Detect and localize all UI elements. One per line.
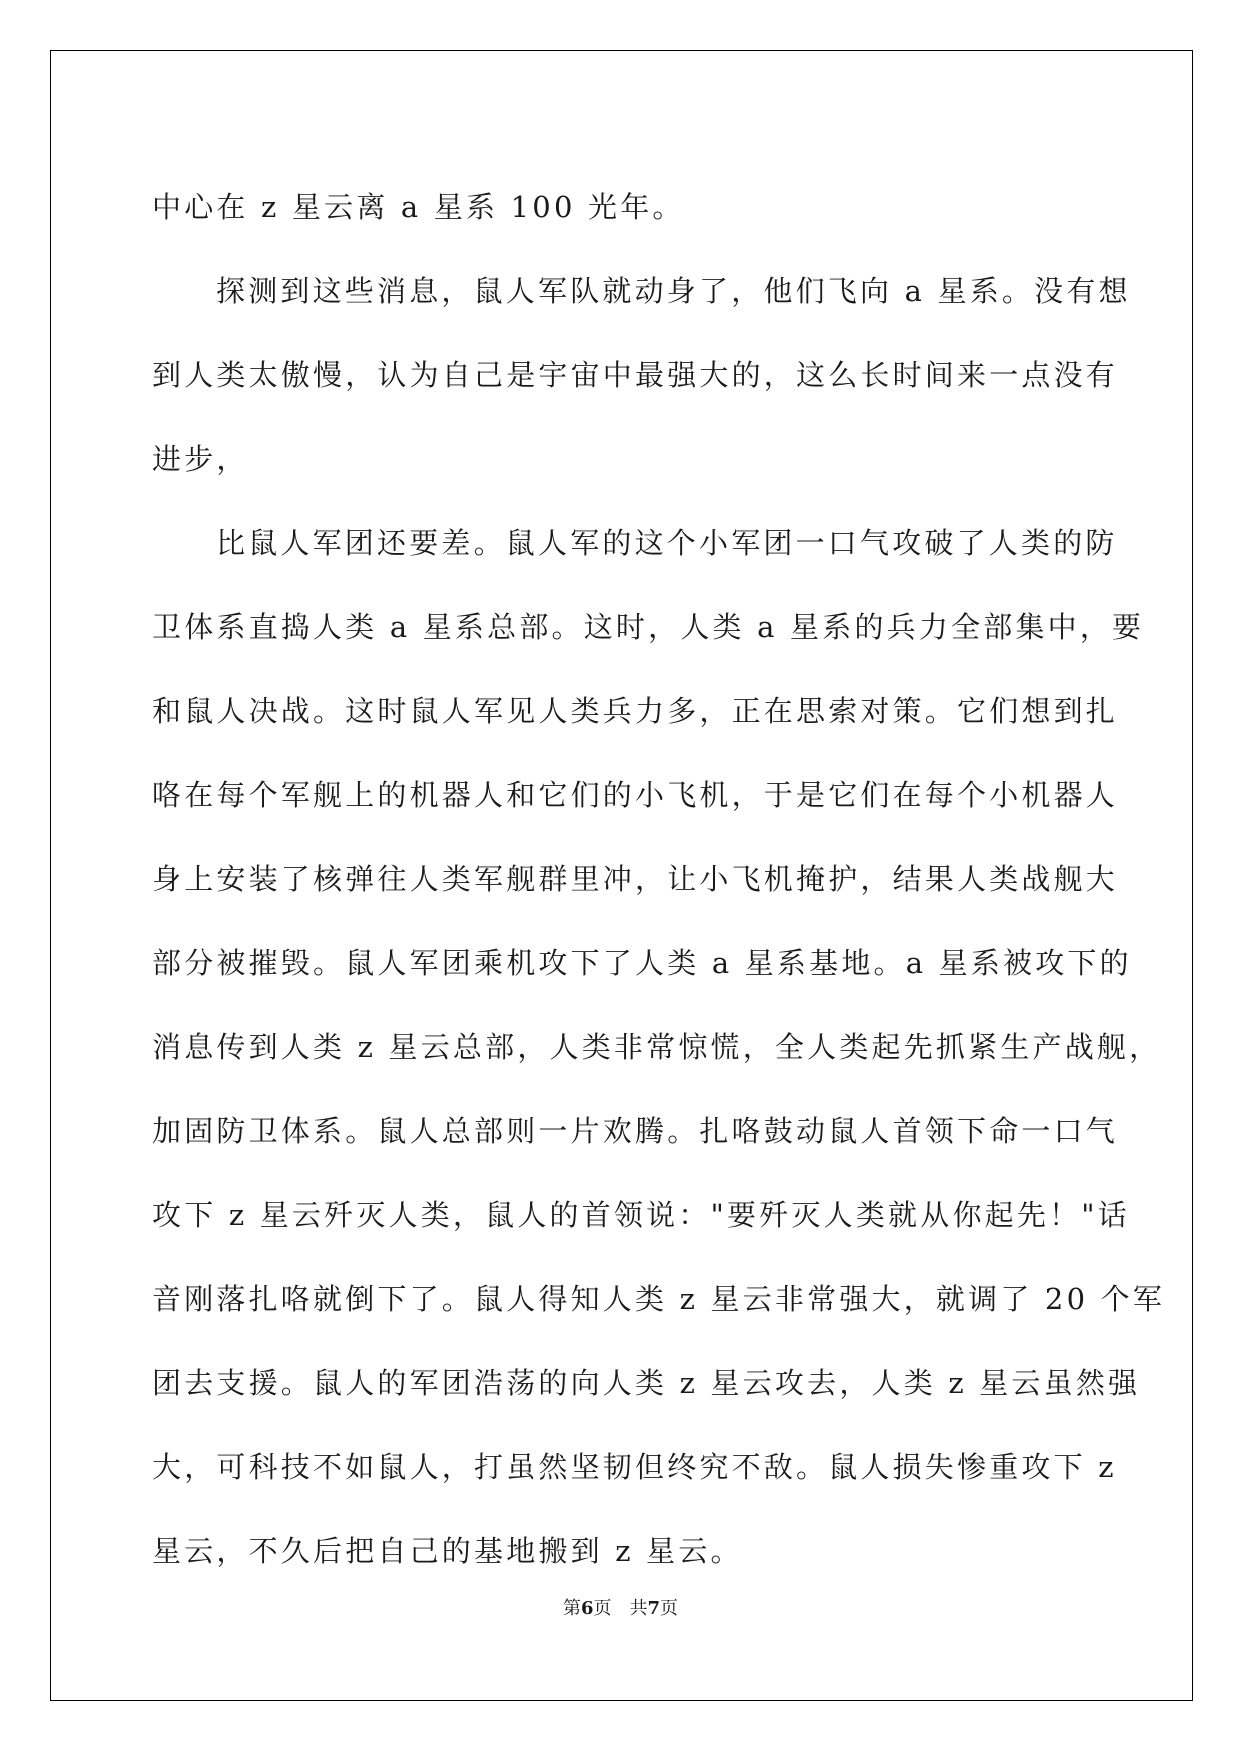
page-footer <box>0 1594 1241 1620</box>
text-line: 大，可科技不如鼠人，打虽然坚韧但终究不敌。鼠人损失惨重攻下 z <box>152 1450 1117 1484</box>
text-line: 消息传到人类 z 星云总部，人类非常惊慌，全人类起先抓紧生产战舰， <box>152 1030 1162 1064</box>
text-line: 咯在每个军舰上的机器人和它们的小飞机，于是它们在每个小机器人 <box>152 778 1119 812</box>
text-line: 部分被摧毁。鼠人军团乘机攻下了人类 a 星系基地。a 星系被攻下的 <box>152 946 1132 980</box>
total-suffix: 页 <box>660 1598 679 1619</box>
text-line: 比鼠人军团还要差。鼠人军的这个小军团一口气攻破了人类的防 <box>216 526 1118 560</box>
page-suffix: 页 <box>593 1598 612 1619</box>
text-line: 到人类太傲慢，认为自己是宇宙中最强大的，这么长时间来一点没有 <box>152 358 1119 392</box>
text-line: 加固防卫体系。鼠人总部则一片欢腾。扎咯鼓动鼠人首领下命一口气 <box>152 1114 1119 1148</box>
text-line: 星云，不久后把自己的基地搬到 z 星云。 <box>152 1534 743 1568</box>
text-line: 进步， <box>152 442 249 476</box>
total-prefix: 共 <box>629 1598 648 1619</box>
text-line: 身上安装了核弹往人类军舰群里冲，让小飞机掩护，结果人类战舰大 <box>152 862 1119 896</box>
text-line: 团去支援。鼠人的军团浩荡的向人类 z 星云攻去，人类 z 星云虽然强 <box>152 1366 1141 1400</box>
text-line: 中心在 z 星云离 a 星系 100 光年。 <box>152 190 685 224</box>
document-body <box>152 165 1166 1593</box>
text-line: 攻下 z 星云歼灭人类，鼠人的首领说："要歼灭人类就从你起先！"话 <box>152 1198 1130 1232</box>
total-pages: 7 <box>647 1598 661 1619</box>
text-line: 音刚落扎咯就倒下了。鼠人得知人类 z 星云非常强大，就调了 20 个军 <box>152 1282 1166 1316</box>
page-prefix: 第 <box>562 1598 581 1619</box>
page-number: 6 <box>580 1598 594 1619</box>
text-line: 和鼠人决战。这时鼠人军见人类兵力多，正在思索对策。它们想到扎 <box>152 694 1119 728</box>
text-line: 探测到这些消息，鼠人军队就动身了，他们飞向 a 星系。没有想 <box>216 274 1131 308</box>
text-line: 卫体系直捣人类 a 星系总部。这时，人类 a 星系的兵力全部集中，要 <box>152 610 1145 644</box>
